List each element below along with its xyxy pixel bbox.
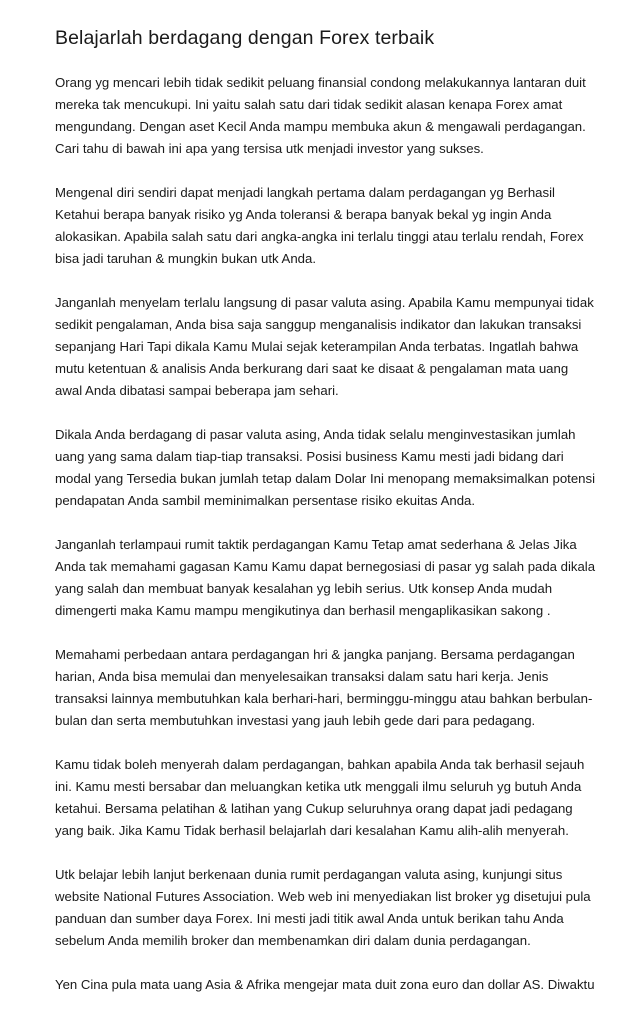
paragraph xyxy=(55,182,595,270)
text-line: Janganlah menyelam terlalu langsung di pasar valuta asing. Apabila Kamu mempunyai tidak xyxy=(55,295,594,310)
paragraph xyxy=(55,424,595,512)
text-line: sebelum Anda memilih broker dan membenamkan diri dalam dunia perdagangan. xyxy=(55,933,531,948)
text-line: Utk belajar lebih lanjut berkenaan dunia rumit perdagangan valuta asing, kunjungi situs xyxy=(55,867,563,882)
text-line: sedikit pengalaman, Anda bisa saja sanggup menganalisis indikator dan lakukan transaksi xyxy=(55,317,582,332)
document-body xyxy=(55,72,595,996)
paragraph xyxy=(55,292,595,402)
text-line: Dikala Anda berdagang di pasar valuta asing, Anda tidak selalu menginvestasikan jumlah xyxy=(55,427,576,442)
paragraph xyxy=(55,534,595,622)
text-line: Anda tak memahami gagasan Kamu Kamu dapat bernegosiasi di pasar yg salah pada dikala xyxy=(55,559,596,574)
text-line: mutu ketentuan & analisis Anda berkurang dari saat ke disaat & pengalaman mata uang xyxy=(55,361,569,376)
paragraph xyxy=(55,754,595,842)
text-line: pendapatan Anda sambil meminimalkan persentase risiko ekuitas Anda. xyxy=(55,493,476,508)
text-line: panduan dan sumber daya Forex. Ini mesti jadi titik awal Anda untuk berikan tahu Anda xyxy=(55,911,564,926)
text-line: Ketahui berapa banyak risiko yg Anda toleransi & berapa banyak bekal yg ingin Anda xyxy=(55,207,552,222)
text-line: mengundang. Dengan aset Kecil Anda mampu membuka akun & mengawali perdagangan. xyxy=(55,119,586,134)
text-line: transaksi lainnya membutuhkan kala berhari-hari, berminggu-minggu atau bahkan berbulan- xyxy=(55,691,593,706)
text-line: Mengenal diri sendiri dapat menjadi langkah pertama dalam perdagangan yg Berhasil xyxy=(55,185,555,200)
text-line: mereka tak mencukupi. Ini yaitu salah satu dari tidak sedikit alasan kenapa Forex amat xyxy=(55,97,563,112)
text-line: yang baik. Jika Kamu Tidak berhasil belajarlah dari kesalahan Kamu alih-alih menyerah. xyxy=(55,823,569,838)
text-line: Janganlah terlampaui rumit taktik perdagangan Kamu Tetap amat sederhana & Jelas Jika xyxy=(55,537,577,552)
text-line: awal Anda dibatasi sampai beberapa jam sehari. xyxy=(55,383,339,398)
text-line: uang yang sama dalam tiap-tiap transaksi. Posisi business Kamu mesti jadi bidang dari xyxy=(55,449,564,464)
document-page xyxy=(55,24,595,1018)
text-line: yang salah dan membuat banyak kesalahan yg lebih serius. Utk konsep Anda mudah xyxy=(55,581,553,596)
text-line: bisa jadi taruhan & mungkin bukan utk Anda. xyxy=(55,251,316,266)
text-line: Kamu tidak boleh menyerah dalam perdagangan, bahkan apabila Anda tak berhasil sejauh xyxy=(55,757,585,772)
text-line: Cari tahu di bawah ini apa yang tersisa utk menjadi investor yang sukses. xyxy=(55,141,484,156)
text-line: ini. Kamu mesti bersabar dan meluangkan ketika utk menggali ilmu seluruh yg butuh Anda xyxy=(55,779,582,794)
paragraph xyxy=(55,72,595,160)
paragraph xyxy=(55,864,595,952)
paragraph xyxy=(55,644,595,732)
text-line: Orang yg mencari lebih tidak sedikit peluang finansial condong melakukannya lantaran duit xyxy=(55,75,586,90)
page-title: Belajarlah berdagang dengan Forex terbaik xyxy=(55,27,435,49)
text-line: website National Futures Association. Web web ini menyediakan list broker yg disetujui pula xyxy=(55,889,591,904)
text-line: ketahui. Bersama pelatihan & latihan yang Cukup seluruhnya orang dapat jadi pedagang xyxy=(55,801,573,816)
text-line: bulan dan serta membutuhkan investasi yang jauh lebih gede dari para pedagang. xyxy=(55,713,536,728)
paragraph xyxy=(55,974,595,996)
text-line: sepanjang Hari Tapi dikala Kamu Mulai sejak keterampilan Anda terbatas. Ingatlah bahwa xyxy=(55,339,579,354)
text-line: alokasikan. Apabila salah satu dari angka-angka ini terlalu tinggi atau terlalu rendah, Forex xyxy=(55,229,584,244)
text-line: modal yang Tersedia bukan jumlah tetap dalam Dolar Ini menopang memaksimalkan potensi xyxy=(55,471,596,486)
text-line: Yen Cina pula mata uang Asia & Afrika mengejar mata duit zona euro dan dollar AS. Diwaktu xyxy=(55,977,595,992)
text-line: harian, Anda bisa memulai dan menyelesaikan transaksi dalam satu hari kerja. Jenis xyxy=(55,669,549,684)
text-line: Memahami perbedaan antara perdagangan hri & jangka panjang. Bersama perdagangan xyxy=(55,647,575,662)
text-line: dimengerti maka Kamu mampu mengikutinya dan berhasil mengaplikasikan sakong . xyxy=(55,603,551,618)
